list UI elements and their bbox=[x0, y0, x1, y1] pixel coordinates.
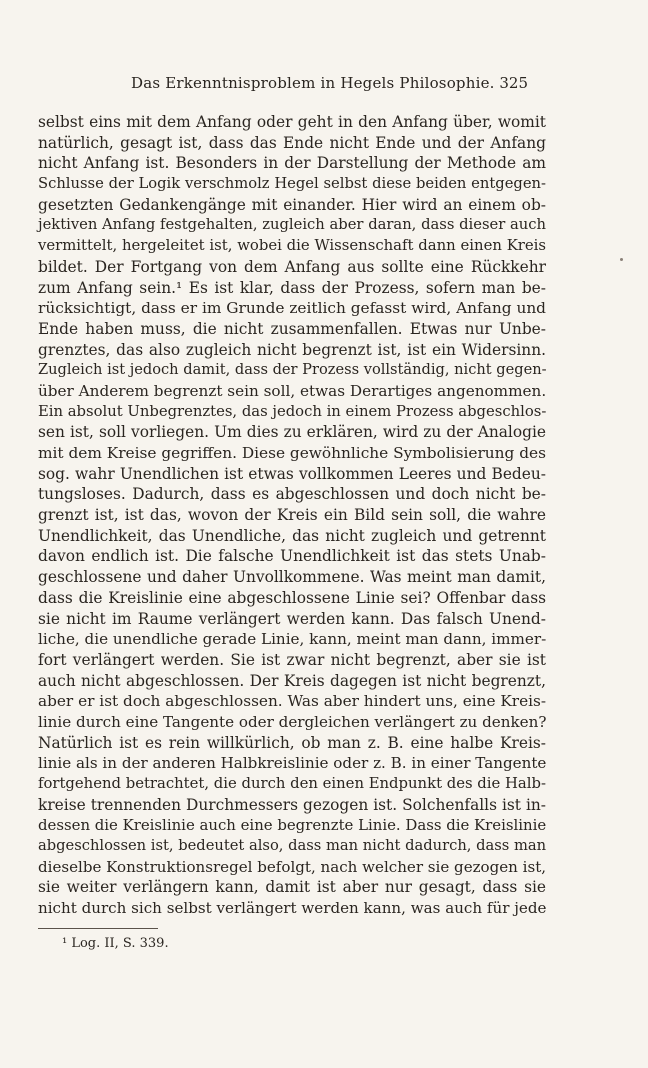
text-line: mit dem Kreise gegriffen. Diese gewöhnliche Symbolisierung des bbox=[38, 444, 546, 462]
text-line: linie als in der anderen Halbkreislinie oder z. B. in einer Tangente bbox=[38, 754, 547, 773]
text-line: sog. wahr Unendlichen ist etwas vollkommen Leeres und Bedeu- bbox=[38, 464, 546, 483]
text-line: linie durch eine Tangente oder dergleichen verlängert zu denken? bbox=[38, 712, 547, 731]
text-line: gesetzten Gedankengänge mit einander. Hier wird an einem ob- bbox=[38, 195, 546, 214]
footnote-rule bbox=[38, 928, 158, 929]
text-line: abgeschlossen ist, bedeutet also, dass man nicht dadurch, dass man bbox=[38, 837, 547, 855]
text-line: davon endlich ist. Die falsche Unendlichkeit ist das stets Unab- bbox=[38, 547, 546, 566]
text-line: Natürlich ist es rein willkürlich, ob man z. B. eine halbe Kreis- bbox=[38, 733, 546, 752]
margin-mark bbox=[620, 258, 623, 261]
text-line: aber er ist doch abgeschlossen. Was aber hindert uns, eine Kreis- bbox=[38, 692, 546, 711]
text-line: über Anderem begrenzt sein soll, etwas Derartiges angenommen. bbox=[38, 381, 547, 400]
text-line: sen ist, soll vorliegen. Um dies zu erklären, wird zu der Analogie bbox=[38, 423, 546, 442]
text-line: nicht Anfang ist. Besonders in der Darstellung der Methode am bbox=[38, 154, 546, 173]
text-line: Ein absolut Unbegrenztes, das jedoch in einem Prozess abgeschlos- bbox=[38, 402, 547, 420]
text-line: dass die Kreislinie eine abgeschlossene Linie sei? Offenbar dass bbox=[38, 588, 546, 607]
text-line: bildet. Der Fortgang von dem Anfang aus sollte eine Rückkehr bbox=[38, 257, 546, 276]
text-line: Ende haben muss, die nicht zusammenfallen. Etwas nur Unbe- bbox=[38, 319, 546, 338]
text-line: dieselbe Konstruktionsregel befolgt, nach welcher sie gezogen ist, bbox=[38, 857, 547, 876]
running-head bbox=[38, 74, 528, 98]
footnote: ¹ Log. II, S. 339. bbox=[62, 936, 169, 951]
text-line: liche, die unendliche gerade Linie, kann, meint man dann, immer- bbox=[38, 630, 547, 649]
text-line: zum Anfang sein.¹ Es ist klar, dass der Prozess, sofern man be- bbox=[38, 278, 546, 297]
text-line: Schlusse der Logik verschmolz Hegel selbst diese beiden entgegen- bbox=[38, 175, 546, 193]
text-line: Zugleich ist jedoch damit, dass der Prozess vollständig, nicht gegen- bbox=[38, 361, 547, 379]
text-line: auch nicht abgeschlossen. Der Kreis dagegen ist nicht begrenzt, bbox=[38, 671, 546, 690]
text-line: geschlossene und daher Unvollkommene. Was meint man damit, bbox=[38, 568, 546, 587]
text-line: kreise trennenden Durchmessers gezogen ist. Solchenfalls ist in- bbox=[38, 795, 546, 814]
text-line: grenzt ist, ist das, wovon der Kreis ein Bild sein soll, die wahre bbox=[38, 506, 546, 525]
text-line: sie weiter verlängern kann, damit ist aber nur gesagt, dass sie bbox=[38, 878, 546, 897]
body-text bbox=[38, 112, 546, 919]
text-line: sie nicht im Raume verlängert werden kann. Das falsch Unend- bbox=[38, 609, 546, 628]
text-line: dessen die Kreislinie auch eine begrenzte Linie. Dass die Kreislinie bbox=[38, 816, 547, 835]
text-line: rücksichtigt, dass er im Grunde zeitlich gefasst wird, Anfang und bbox=[38, 299, 546, 318]
running-title: Das Erkenntnisproblem in Hegels Philosophie. bbox=[131, 74, 495, 92]
text-line: jektiven Anfang festgehalten, zugleich aber daran, dass dieser auch bbox=[38, 216, 546, 234]
text-line: natürlich, gesagt ist, dass das Ende nicht Ende und der Anfang bbox=[38, 133, 546, 152]
text-line: fortgehend betrachtet, die durch den einen Endpunkt des die Halb- bbox=[38, 775, 546, 792]
page-number: 325 bbox=[499, 74, 528, 92]
text-line: grenztes, das also zugleich nicht begrenzt ist, ist ein Widersinn. bbox=[38, 340, 546, 359]
text-line: selbst eins mit dem Anfang oder geht in den Anfang über, womit bbox=[38, 113, 546, 131]
text-line: Unendlichkeit, das Unendliche, das nicht zugleich und getrennt bbox=[38, 526, 546, 545]
text-line: nicht durch sich selbst verlängert werden kann, was auch für jede bbox=[38, 899, 547, 918]
text-line: vermittelt, hergeleitet ist, wobei die Wissenschaft dann einen Kreis bbox=[38, 237, 546, 255]
text-line: tungsloses. Dadurch, dass es abgeschlossen und doch nicht be- bbox=[38, 485, 546, 504]
text-line: fort verlängert werden. Sie ist zwar nicht begrenzt, aber sie ist bbox=[38, 650, 546, 669]
